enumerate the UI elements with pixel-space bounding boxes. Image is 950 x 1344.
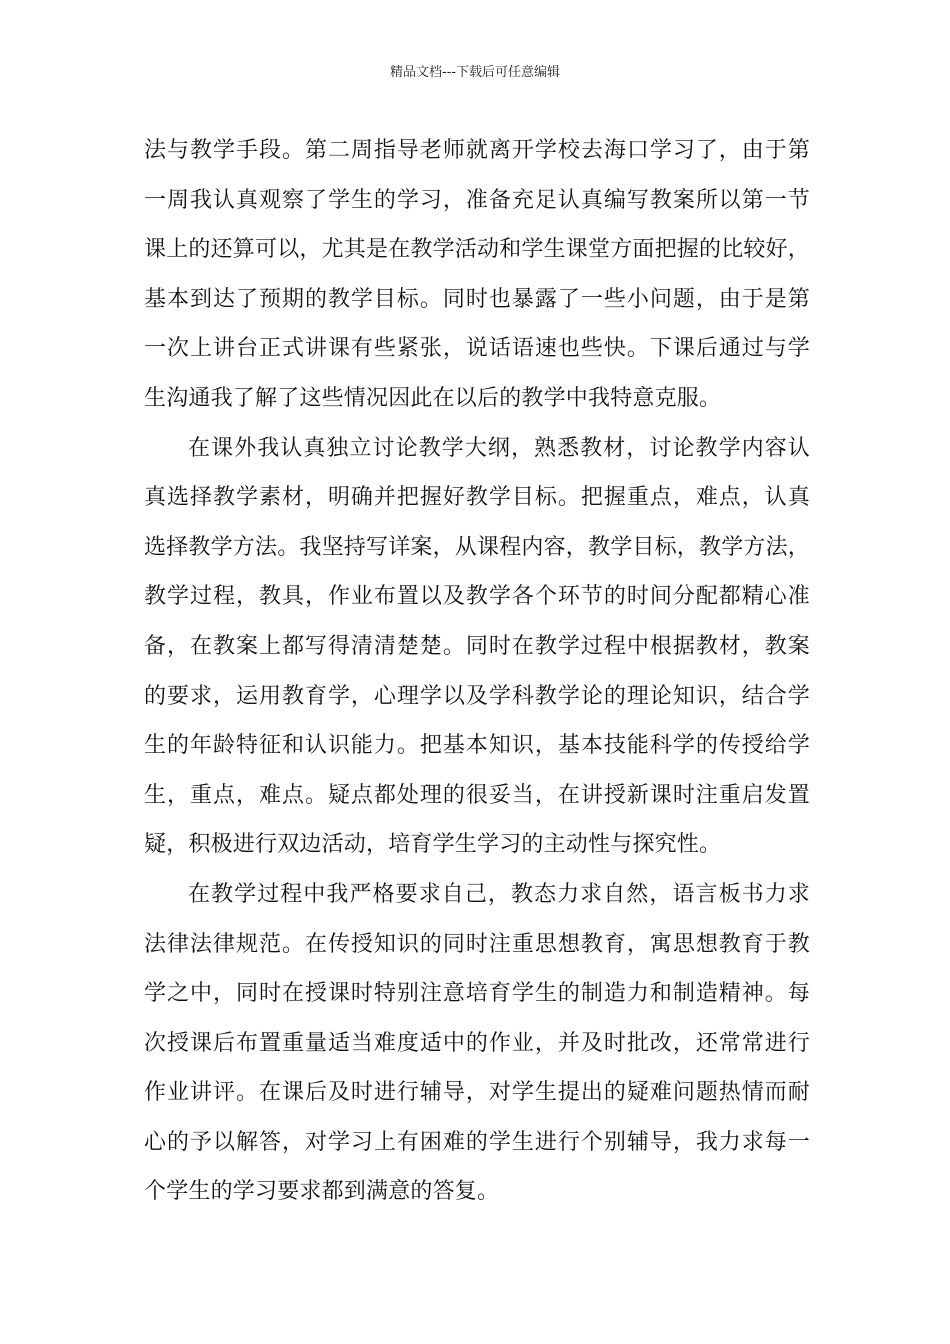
paragraph-2-line-5: 备，在教案上都写得清清楚楚。同时在教学过程中根据教材，教案 (144, 633, 810, 659)
page-header: 精品文档---下载后可任意编辑 (389, 65, 561, 80)
paragraph-2-line-9: 疑，积极进行双边活动，培育学生学习的主动性与探究性。 (144, 832, 722, 858)
paragraph-3-line-5: 作业讲评。在课后及时进行辅导，对学生提出的疑难问题热情而耐 (144, 1080, 810, 1106)
paragraph-2-line-1: 在课外我认真独立讨论教学大纲，熟悉教材，讨论教学内容认 (188, 435, 810, 461)
paragraph-1-line-2: 一周我认真观察了学生的学习，准备充足认真编写教案所以第一节 (144, 187, 810, 213)
paragraph-3-line-4: 次授课后布置重量适当难度适中的作业，并及时批改，还常常进行 (144, 1030, 810, 1056)
paragraph-3-line-6: 心的予以解答，对学习上有困难的学生进行个别辅导，我力求每一 (144, 1129, 810, 1155)
paragraph-2-line-7: 生的年龄特征和认识能力。把基本知识，基本技能科学的传授给学 (144, 733, 810, 759)
document-body (144, 126, 810, 1217)
paragraph-2-line-4: 教学过程，教具，作业布置以及教学各个环节的时间分配都精心准 (144, 584, 810, 610)
paragraph-2-line-6: 的要求，运用教育学，心理学以及学科教学论的理论知识，结合学 (144, 683, 810, 709)
paragraph-2-line-2: 真选择教学素材，明确并把握好教学目标。把握重点，难点，认真 (144, 485, 810, 511)
paragraph-2-line-3: 选择教学方法。我坚持写详案，从课程内容，教学目标，教学方法， (144, 534, 810, 560)
paragraph-3-line-3: 学之中，同时在授课时特别注意培育学生的制造力和制造精神。每 (144, 981, 810, 1007)
paragraph-1-line-6: 生沟通我了解了这些情况因此在以后的教学中我特意克服。 (144, 385, 722, 411)
paragraph-3-line-2: 法律法律规范。在传授知识的同时注重思想教育，寓思想教育于教 (144, 931, 810, 957)
paragraph-1-line-5: 一次上讲台正式讲课有些紧张，说话语速也些快。下课后通过与学 (144, 336, 810, 362)
paragraph-1-line-1: 法与教学手段。第二周指导老师就离开学校去海口学习了，由于第 (144, 138, 810, 163)
paragraph-1-line-3: 课上的还算可以，尤其是在教学活动和学生课堂方面把握的比较好， (144, 237, 810, 263)
paragraph-2-line-8: 生，重点，难点。疑点都处理的很妥当，在讲授新课时注重启发置 (144, 782, 810, 808)
paragraph-3-line-1: 在教学过程中我严格要求自己，教态力求自然，语言板书力求 (188, 881, 810, 907)
paragraph-3-line-7: 个学生的学习要求都到满意的答复。 (144, 1179, 500, 1205)
paragraph-1-line-4: 基本到达了预期的教学目标。同时也暴露了一些小问题，由于是第 (144, 286, 810, 312)
